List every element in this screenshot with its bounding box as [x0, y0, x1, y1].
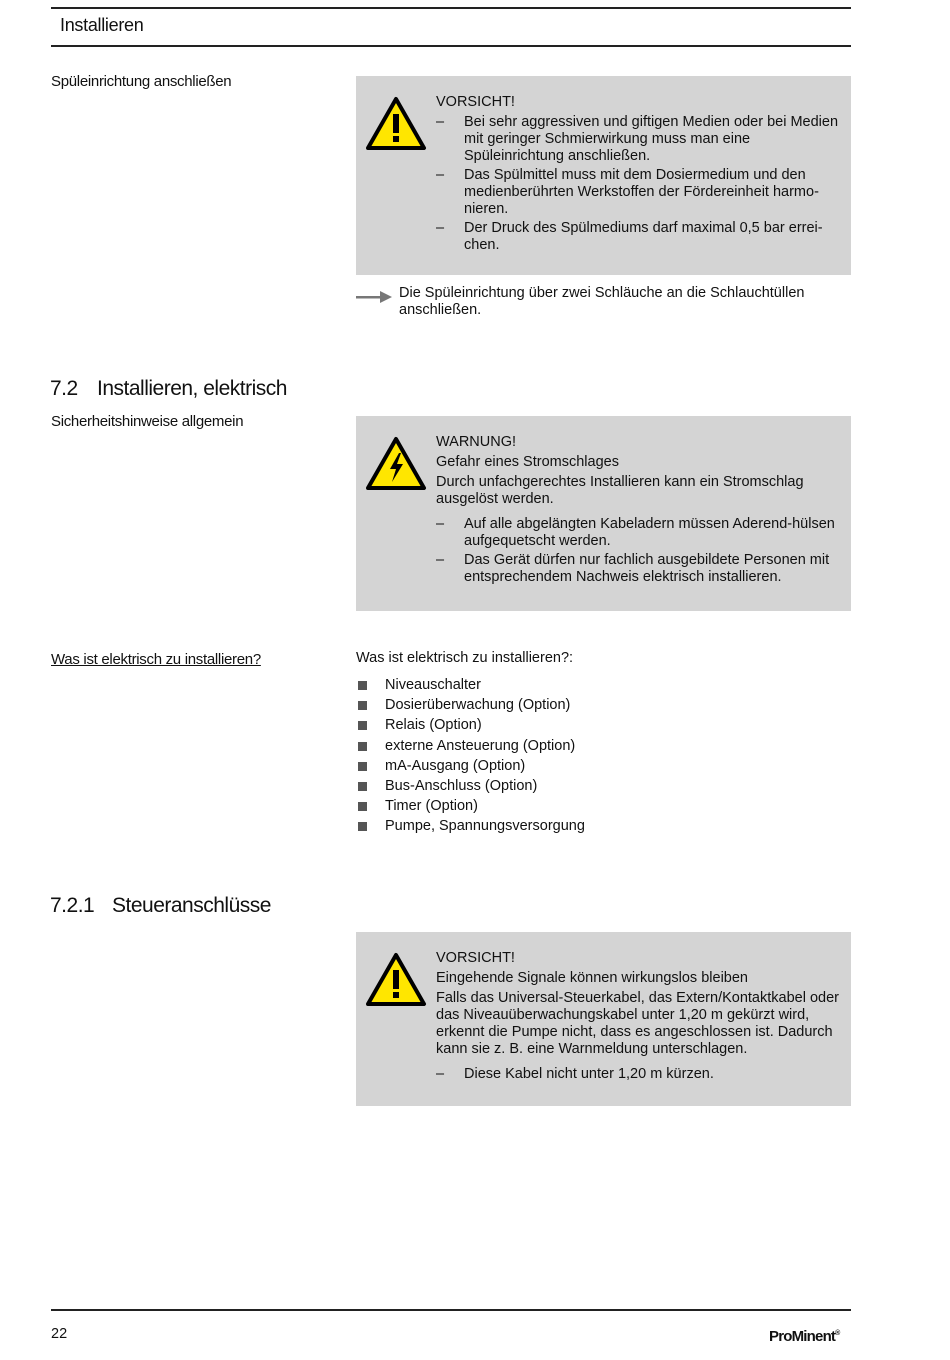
install-intro: Was ist elektrisch zu installieren?:: [356, 650, 574, 666]
list-item: Relais (Option): [356, 717, 585, 737]
warning-item: – Auf alle abgelängten Kabeladern müssen Aderend-hülsen aufgequetscht werden.: [436, 516, 835, 549]
list-item: Dosierüberwachung (Option): [356, 697, 585, 717]
caution-title: VORSICHT!: [436, 94, 515, 110]
bullet-square-icon: [358, 681, 367, 690]
list-item: mA-Ausgang (Option): [356, 758, 585, 778]
warning-box-electric: [356, 416, 851, 611]
instruction-step: Die Spüleinrichtung über zwei Schläuche an die Schlauchtüllen anschließen.: [356, 285, 851, 319]
caution-item: – Der Druck des Spülmediums darf maximal 0,5 bar errei-chen.: [436, 220, 823, 253]
caution-title: VORSICHT!: [436, 950, 515, 966]
header-bottom-rule: [51, 45, 851, 47]
caution-item: – Diese Kabel nicht unter 1,20 m kürzen.: [436, 1066, 714, 1082]
caution-text: Falls das Universal-Steuerkabel, das Extern/Kontaktkabel oder das Niveauüberwachungskabel unter 1,20 m gekürzt wird, erkennt die Pumpe nicht, dass es angeschlossen ist. Dadurch kann sie z. B. eine Warnmeldung unterschlagen.: [436, 990, 839, 1057]
warning-triangle-icon: [365, 952, 427, 1007]
warning-title: WARNUNG!: [436, 434, 517, 450]
safety-notes-label: Sicherheitshinweise allgemein: [51, 413, 244, 430]
page-number: 22: [51, 1326, 68, 1342]
warning-triangle-icon: [365, 96, 427, 151]
caution-box-control: [356, 932, 851, 1106]
list-item: Bus-Anschluss (Option): [356, 778, 585, 798]
section-heading-7-2-1: 7.2.1 Steueranschlüsse: [50, 894, 271, 917]
list-item: externe Ansteuerung (Option): [356, 738, 585, 758]
page-header-title: Installieren: [60, 15, 144, 35]
step-arrow-icon: [356, 291, 392, 303]
warning-text: Durch unfachgerechtes Installieren kann ein Stromschlag ausgelöst werden.: [436, 474, 804, 507]
what-to-install-label: Was ist elektrisch zu installieren?: [51, 651, 261, 668]
caution-item: – Bei sehr aggressiven und giftigen Medien oder bei Medien mit geringer Schmierwirkung muss man eine Spüleinrichtung anschließen.: [436, 114, 839, 164]
list-item: Timer (Option): [356, 798, 585, 818]
footer-rule: [51, 1309, 851, 1311]
caution-box-rinse: [356, 76, 851, 275]
bullet-square-icon: [358, 701, 367, 710]
list-item: Pumpe, Spannungsversorgung: [356, 818, 585, 838]
brand-logo: ProMinent®: [769, 1328, 840, 1345]
bullet-square-icon: [358, 782, 367, 791]
warning-subtitle: Gefahr eines Stromschlages: [436, 454, 619, 470]
bullet-square-icon: [358, 721, 367, 730]
rinse-section-label: Spüleinrichtung anschließen: [51, 73, 232, 90]
bullet-square-icon: [358, 822, 367, 831]
bullet-square-icon: [358, 802, 367, 811]
electric-shock-warning-icon: [365, 436, 427, 491]
caution-subtitle: Eingehende Signale können wirkungslos bleiben: [436, 970, 748, 986]
bullet-square-icon: [358, 742, 367, 751]
section-heading-7-2: 7.2 Installieren, elektrisch: [50, 377, 287, 400]
bullet-square-icon: [358, 762, 367, 771]
caution-item: – Das Spülmittel muss mit dem Dosiermedium und den medienberührten Werkstoffen der Fördereinheit harmo-nieren.: [436, 167, 819, 217]
header-top-rule: [51, 7, 851, 9]
install-list: [356, 677, 585, 839]
warning-item: – Das Gerät dürfen nur fachlich ausgebildete Personen mit entsprechendem Nachweis elektrisch installieren.: [436, 552, 830, 585]
list-item: Niveauschalter: [356, 677, 585, 697]
